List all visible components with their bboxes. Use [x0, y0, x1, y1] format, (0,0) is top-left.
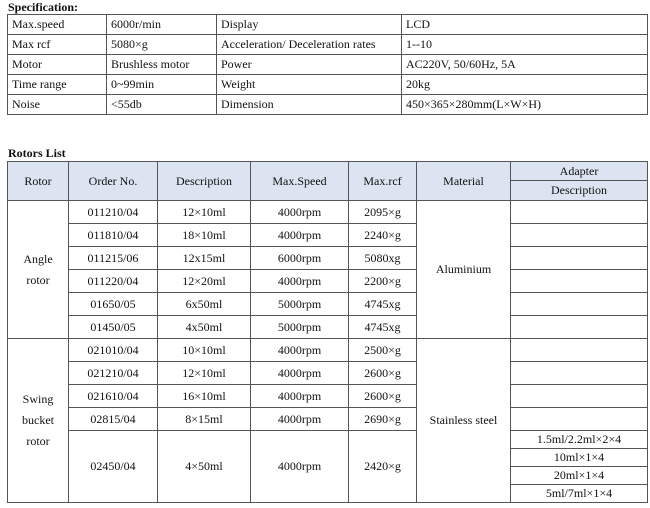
description: 12x15ml: [158, 247, 251, 270]
table-row: [8, 247, 648, 270]
adapter-description: [511, 408, 648, 431]
max-rcf: 4745xg: [349, 316, 417, 339]
header-adapter: Adapter: [511, 162, 648, 181]
adapter-description: [511, 224, 648, 247]
adapter-description: 10ml×1×4: [511, 449, 648, 467]
description: 16×10ml: [158, 385, 251, 408]
description: 6x50ml: [158, 293, 251, 316]
spec-label: Motor: [8, 55, 107, 75]
spec-value: Brushless motor: [107, 55, 217, 75]
spec-value: 20kg: [402, 75, 648, 95]
rotor-group-label: Swing: [22, 392, 54, 406]
table-row: [8, 293, 648, 316]
spec-value: 5080×g: [107, 35, 217, 55]
description: 12×20ml: [158, 270, 251, 293]
order-no: 011220/04: [69, 270, 158, 293]
table-row: [8, 224, 648, 247]
spec-label: Dimension: [217, 95, 402, 115]
table-row: [8, 385, 648, 408]
header-order-no: Order No.: [69, 162, 158, 201]
table-row: [8, 362, 648, 385]
max-rcf: 2200×g: [349, 270, 417, 293]
max-rcf: 2500×g: [349, 339, 417, 362]
spec-value: <55db: [107, 95, 217, 115]
spec-label: Max rcf: [8, 35, 107, 55]
adapter-description: 20ml×1×4: [511, 467, 648, 485]
order-no: 021210/04: [69, 362, 158, 385]
max-rcf: 2600×g: [349, 385, 417, 408]
spec-label: Max.speed: [8, 15, 107, 35]
spec-value: AC220V, 50/60Hz, 5A: [402, 55, 648, 75]
spec-row: [8, 15, 648, 35]
table-row: [8, 270, 648, 293]
max-speed: 4000rpm: [251, 385, 349, 408]
adapter-description: [511, 201, 648, 224]
spec-row: [8, 95, 648, 115]
spec-value: 0~99min: [107, 75, 217, 95]
adapter-description: [511, 316, 648, 339]
description: 12×10ml: [158, 362, 251, 385]
table-row: [8, 408, 648, 431]
spec-value: 6000r/min: [107, 15, 217, 35]
max-speed: 4000rpm: [251, 224, 349, 247]
max-rcf: 2095×g: [349, 201, 417, 224]
spec-label: Display: [217, 15, 402, 35]
rotors-list-heading: Rotors List: [8, 146, 66, 160]
header-max-speed: Max.Speed: [251, 162, 349, 201]
adapter-description: [511, 362, 648, 385]
adapter-description: [511, 270, 648, 293]
rotors-table: [7, 161, 648, 503]
table-row: [8, 201, 648, 224]
description: 18×10ml: [158, 224, 251, 247]
max-speed: 4000rpm: [251, 408, 349, 431]
max-rcf: 2240×g: [349, 224, 417, 247]
adapter-description: [511, 247, 648, 270]
order-no: 01450/05: [69, 316, 158, 339]
table-row: [8, 339, 648, 362]
header-rotor: Rotor: [8, 162, 69, 201]
max-speed: 4000rpm: [251, 201, 349, 224]
max-speed: 4000rpm: [251, 362, 349, 385]
spec-label: Time range: [8, 75, 107, 95]
spec-label: Noise: [8, 95, 107, 115]
description: 4×50ml: [158, 431, 251, 503]
specification-heading: Specification:: [8, 0, 78, 14]
material-aluminium: Aluminium: [417, 201, 511, 339]
spec-row: [8, 55, 648, 75]
order-no: 01650/05: [69, 293, 158, 316]
order-no: 021610/04: [69, 385, 158, 408]
order-no: 02815/04: [69, 408, 158, 431]
adapter-description: [511, 385, 648, 408]
rotor-group-label: rotor: [26, 434, 50, 448]
adapter-description: [511, 293, 648, 316]
description: 4x50ml: [158, 316, 251, 339]
order-no: 021010/04: [69, 339, 158, 362]
rotor-group-label: bucket: [22, 413, 54, 427]
spec-row: [8, 75, 648, 95]
max-speed: 5000rpm: [251, 316, 349, 339]
order-no: 02450/04: [69, 431, 158, 503]
max-speed: 4000rpm: [251, 431, 349, 503]
spec-label: Power: [217, 55, 402, 75]
spec-label: Weight: [217, 75, 402, 95]
specification-table: [7, 14, 648, 115]
header-material: Material: [417, 162, 511, 201]
order-no: 011810/04: [69, 224, 158, 247]
rotor-group-angle: [8, 201, 69, 339]
max-speed: 5000rpm: [251, 293, 349, 316]
adapter-description: [511, 339, 648, 362]
spec-value: 1--10: [402, 35, 648, 55]
spec-value: LCD: [402, 15, 648, 35]
header-row: [8, 162, 648, 181]
order-no: 011215/06: [69, 247, 158, 270]
header-max-rcf: Max.rcf: [349, 162, 417, 201]
description: 8×15ml: [158, 408, 251, 431]
description: 12×10ml: [158, 201, 251, 224]
adapter-description: 1.5ml/2.2ml×2×4: [511, 431, 648, 449]
order-no: 011210/04: [69, 201, 158, 224]
header-description: Description: [158, 162, 251, 201]
material-stainless-steel: Stainless steel: [417, 339, 511, 503]
spec-value: 450×365×280mm(L×W×H): [402, 95, 648, 115]
rotor-group-label: Angle: [23, 251, 53, 266]
rotor-group-swing-bucket: [8, 339, 69, 503]
table-row: [8, 316, 648, 339]
spec-row: [8, 35, 648, 55]
max-speed: 4000rpm: [251, 339, 349, 362]
header-adapter-description: Description: [511, 181, 648, 201]
max-rcf: 2690×g: [349, 408, 417, 431]
adapter-description: 5ml/7ml×1×4: [511, 485, 648, 503]
max-speed: 4000rpm: [251, 270, 349, 293]
max-rcf: 2420×g: [349, 431, 417, 503]
table-row: [8, 431, 648, 449]
max-rcf: 2600×g: [349, 362, 417, 385]
spec-label: Acceleration/ Deceleration rates: [217, 35, 402, 55]
max-rcf: 4745xg: [349, 293, 417, 316]
max-speed: 6000rpm: [251, 247, 349, 270]
description: 10×10ml: [158, 339, 251, 362]
rotor-group-label: rotor: [26, 272, 50, 287]
max-rcf: 5080xg: [349, 247, 417, 270]
